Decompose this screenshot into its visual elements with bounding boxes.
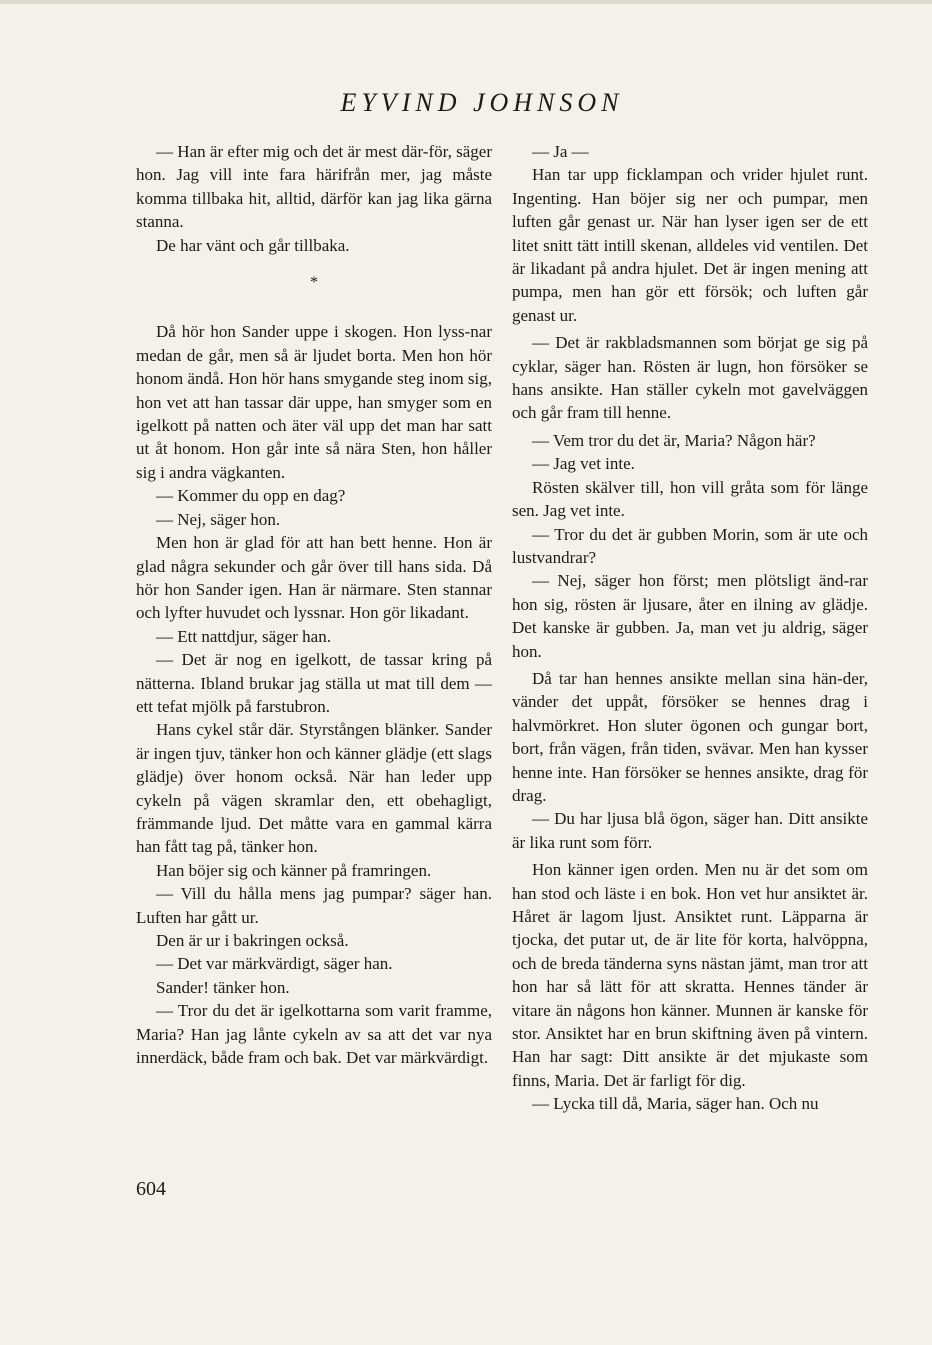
page-top-edge — [0, 0, 932, 4]
paragraph: Då tar han hennes ansikte mellan sina hän-der, vänder det uppåt, försöker se hennes drag i halvmörkret. Hon sluter ögonen och gungar bort, bort, från vägen, från tiden, svävar. Men han kysser henne inte. Han försöker se hennes ansikte, drag för drag. — [512, 668, 868, 805]
paragraph: Hon känner igen orden. Men nu är det som om han stod och läste i en bok. Hon vet hur ansiktet är. Håret är lagom ljust. Ansiktet runt. Läpparna är tjocka, det putar ut, de är lite för korta, halvöppna, och de breda tänderna syns nästan jämt, man tror att hon har så lätt för att skratta. Hennes tänder är vitare än någons hon känner. Munnen är kanske för stor. Ansiktet har en brun skiftning även på vintern. Han har sagt: Ditt ansikte är det mjukaste som finns, Maria. Det är farligt för dig. — [512, 860, 868, 1090]
paragraph: Hans cykel står där. Styrstången blänker. Sander är ingen tjuv, tänker hon och känner glädje (ett slags glädje) över honom också. När han leder upp cykeln på vägen skramlar den, ett obehagligt, främmande ljud. Det måtte vara en gammal kärra han fått tag på, tänker hon. — [136, 720, 492, 857]
paragraph: — Nej, säger hon. — [156, 509, 281, 529]
paragraph: Rösten skälver till, hon vill gråta som för länge sen. Jag vet inte. — [512, 477, 868, 521]
paragraph: — Tror du det är igelkottarna som varit framme, Maria? Han jag lånte cykeln av sa att det var nya innerdäck, både fram och bak. Det var märkvärdigt. — [136, 1001, 492, 1068]
paragraph: — Han är efter mig och det är mest där-för, säger hon. Jag vill inte fara härifrån mer, jag måste komma tillbaka hit, alltid, därför kan jag lika gärna stanna. — [136, 142, 492, 232]
paragraph: — Ja — — [532, 142, 589, 161]
left-text-column — [136, 140, 492, 1069]
paragraph: Den är ur i bakringen också. — [156, 931, 349, 950]
page-number: 604 — [136, 1178, 166, 1200]
paragraph: Men hon är glad för att han bett henne. Hon är glad några sekunder och går över till hans sida. Då hör hon Sander igen. Han är närmare. Sten stannar och lyfter huvudet och lyssnar. Hon gör likadant. — [136, 533, 492, 623]
paragraph: Då hör hon Sander uppe i skogen. Hon lyss-nar medan de går, men så är ljudet borta. Men hon hör honom ändå. Hon hör hans smygande steg inom sig, hon vet att han tassar där uppe, han smyger som en igelkott på natten och äter väl upp det man har satt ut åt honom. Hon går inte så nära Sten, hon håller sig i andra vägkanten. — [136, 322, 493, 482]
paragraph: De har vänt och går tillbaka. — [156, 235, 350, 255]
paragraph: — Det är rakbladsmannen som börjat ge sig på cyklar, säger han. Rösten är lugn, hon försöker se hans ansikte. Han ställer cykeln mot gavelväggen och går fram till henne. — [512, 333, 868, 423]
paragraph: — Nej, säger hon först; men plötsligt änd-rar hon sig, rösten är ljusare, åter en ilning av glädje. Det kanske är gubben. Ja, man vet ju aldrig, säger hon. — [512, 571, 868, 661]
right-text-column — [512, 140, 868, 1116]
paragraph: — Du har ljusa blå ögon, säger han. Ditt ansikte är lika runt som förr. — [512, 809, 868, 852]
paragraph: — Det är nog en igelkott, de tassar kring på nätterna. Ibland brukar jag ställa ut mat till dem — ett tefat mjölk på farstubron. — [136, 650, 492, 716]
paragraph: — Ett nattdjur, säger han. — [156, 626, 331, 646]
paragraph: Han tar upp ficklampan och vrider hjulet runt. Ingenting. Han böjer sig ner och pumpar, men luften går genast ur. När han lyser igen ser de ett litet snitt tätt intill skenan, alldeles vid ventilen. Det är likadant på andra hjulet. Det är ingen mening att pumpa, men han gör ett försök; och luften går genast ur. — [512, 165, 868, 325]
paragraph: — Kommer du opp en dag? — [156, 486, 346, 506]
running-header-author: EYVIND JOHNSON — [340, 88, 624, 117]
paragraph: — Jag vet inte. — [532, 454, 635, 474]
paragraph: Han böjer sig och känner på framringen. — [156, 860, 432, 880]
paragraph: — Lycka till då, Maria, säger han. Och nu — [532, 1094, 819, 1114]
paragraph: — Tror du det är gubben Morin, som är ute och lustvandrar? — [512, 524, 868, 567]
section-break-asterisk: * — [310, 274, 318, 292]
paragraph: — Vem tror du det är, Maria? Någon här? — [532, 430, 816, 450]
paragraph: Sander! tänker hon. — [156, 977, 290, 997]
paragraph: — Vill du hålla mens jag pumpar? säger han. Luften har gått ur. — [136, 884, 492, 927]
paragraph: — Det var märkvärdigt, säger han. — [156, 954, 393, 974]
